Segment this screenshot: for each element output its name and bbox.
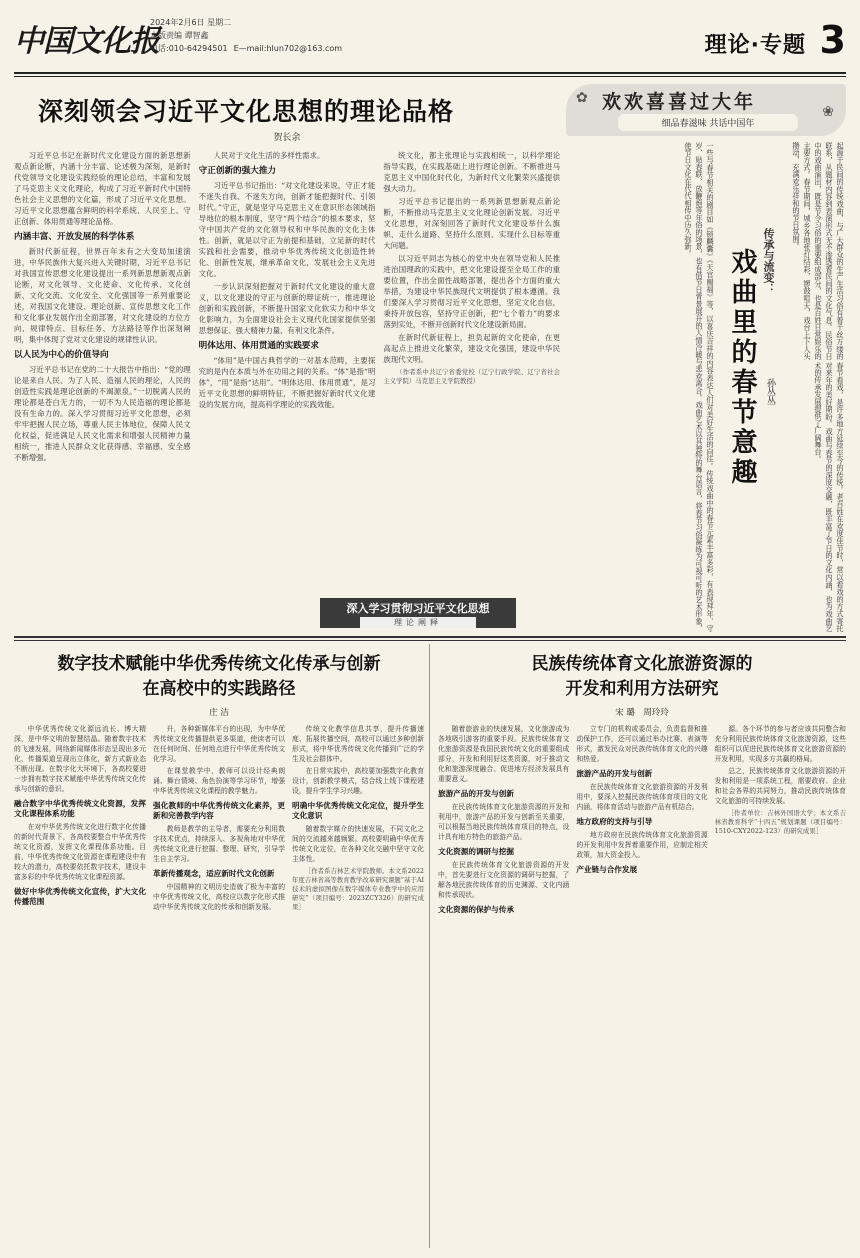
festival-banner	[566, 84, 846, 136]
paragraph: 教师是教学的主导者，需要充分利用数字技术优点，持续深入、多视角地对中华优秀传统文化进行挖掘、整理、研究，引导学生自主学习。	[153, 825, 285, 863]
subheading: 文化资源的保护与传承	[438, 905, 514, 914]
paragraph: 随着数字媒介的快速发展，不同文化之间的交流越来越频繁。高校要明确中华优秀传统文化定位，在各种文化交融中坚守文化主体性。	[292, 825, 424, 863]
article-column-2	[153, 724, 285, 1244]
ethnic-sports-headline[interactable]	[438, 652, 846, 702]
section-rule-thin	[14, 640, 846, 641]
paragraph: 在课堂教学中，教师可以设计经典朗诵、舞台情境、角色扮演等学习环节，增强中华优秀传统文化课程的教学魅力。	[153, 767, 285, 795]
subheading: 融合数字中华优秀传统文化资源，发挥文化课程体系功能	[14, 799, 146, 818]
paragraph: 人民对于文化生活的多样性需求。	[213, 151, 325, 160]
author-note: ［作者系吉林艺术学院教师。本文系2022年度吉林省高等教育教学改革研究课题“基于AI技术的虚拟图像在数字媒体专业教学中的应用研究”（项目编号：2023ZCY326）的研究成果］	[292, 867, 424, 911]
feature-headline[interactable]: 戏曲里的春节意趣	[727, 248, 757, 488]
subheading: 内涵丰富、开放发展的科学体系	[14, 232, 135, 242]
page-number: 3	[819, 18, 846, 62]
ethnic-sports-author: 宋 璐 周玲玲	[615, 708, 669, 718]
subheading: 革新传播观念，适应新时代文化创新	[153, 869, 275, 878]
paragraph: 中国精神的文明历史造就了极为丰富的中华优秀传统文化，高校应以数字化形式推动中华优秀传统文化的传承和创新发展。	[153, 883, 285, 911]
paragraph: 一步认识深刻把握对于新时代文化建设的重大意义，以文化建设的守正与创新的辩证统一，推进理论创新和实践创新，不断提升国家文化软实力和中华文化影响力，为全面建设社会主义现代化国家提供坚强思想保证、强大精神力量、有利文化条件。	[198, 282, 376, 335]
masthead-meta	[150, 16, 348, 55]
subheading: 明体达用、体用贯通的实践要求	[198, 341, 319, 351]
feature-text-bottom: 春节看戏，是许多地方延续至今的传统。老百姓在欢度佳节时，常以看戏的方式寄托对来年的美好期盼。戏曲与春节的深度交融，既丰富了节日的文化内涵，也为戏曲艺术的传承发展提供了广阔舞台。	[814, 362, 845, 632]
digital-tech-columns	[14, 724, 424, 1244]
article-column-1	[14, 150, 191, 628]
flower-ornament-icon: ✿	[576, 90, 588, 106]
subheading: 地方政府的支持与引导	[576, 817, 653, 826]
digital-tech-headline[interactable]	[14, 652, 424, 702]
paragraph: 习近平总书记指出：“对文化建设来说，守正才能不迷失自我、不迷失方向，创新才能把握时代、引领时代。”守正，就是坚守马克思主义在意识形态领域指导地位的根本制度，坚守“两个结合”的根本要求，坚守中国共产党的文化领导权和中华民族的文化主体性。创新，就是以守正为前提和基础，立足新的时代实践和社会需要，推动中华优秀传统文化创造性转化、创新性发展，继承革命文化，发展社会主义先进文化。	[198, 181, 376, 278]
digital-tech-author: 庄 洁	[209, 708, 229, 718]
subheading: 明确中华优秀传统文化定位，提升学生文化意识	[292, 801, 424, 820]
paragraph: 新时代新征程，世界百年未有之大变局加速演进，中华民族伟大复兴进入关键时期，习近平总书记对我国宣传思想文化建设提出一系列新思想新观点新论断，对文化领导、文化使命、文化传承、文化创新、文化交流、文化安全、文化强国等一系列重要论述，对我国文化建设、理论创新、宣传思想文化工作和文化事业发展作出全面部署，对文化建设的方位方向、规律特点、目标任务、方法路径等作出深刻阐明，集中体现了党对文化建设的规律性认识。	[14, 247, 191, 344]
ethnic-sports-article	[438, 646, 846, 1246]
paragraph: 升，各种新媒体平台的出现，为中华优秀传统文化传播提供更多渠道，使读者可以在任何时间、任何地点进行中华优秀传统文化学习。	[153, 725, 285, 763]
series-tag	[320, 598, 516, 628]
subheading: 以人民为中心的价值导向	[14, 350, 109, 360]
paragraph: 在民族传统体育文化旅游资源的开发中，首先要进行文化资源的调研与挖掘，了解各地民族传统体育的历史渊源、文化内涵和传承现状。	[438, 861, 570, 899]
feature-author: 孙丛丛	[765, 378, 775, 405]
paragraph: 地方政府在民族传统体育文化旅游资源的开发利用中发挥着重要作用，应制定相关政策，加大资金投入。	[576, 831, 708, 859]
author-note: ［作者单位：吉林外国语大学；本文系吉林省教育科学“十四五”规划课题（项目编号：1510-CXY2022-123）的研究成果］	[714, 809, 846, 835]
banner-subtitle: 细品春滋味 共话中国年	[618, 114, 798, 131]
paragraph: “体用”是中国古典哲学的一对基本范畴，主要探究的是内在本质与外在功用之间的关系。“体”是指“明体”，“用”是指“达用”。“明体达用、体用贯通”，是习近平文化思想的鲜明特征，不断把握好新时代文化建设的发展方向，提高科学理论的实践效能。	[198, 356, 376, 409]
paragraph: 习近平总书记在党的二十大报告中指出：“党的理论是来自人民、为了人民、造福人民的理论，人民的创造性实践是理论创新的不竭源泉。”一切脱离人民的理论都是苍白无力的，一切不为人民造福的理论都是没有生命力的。深入学习贯彻习近平文化思想，必须牢牢把握人民立场，尊重人民主体地位，保障人民文化权益，促进满足人民文化需求和增强人民精神力量相统一，推进人民群众文化获得感、幸福感、安全感不断增强。	[14, 365, 191, 462]
article-column-3	[715, 724, 846, 1244]
feature-kicker: 传承与流变：	[762, 228, 775, 294]
article-column-2	[576, 724, 707, 1244]
issue-date: 2024年2月6日 星期二	[150, 18, 232, 27]
feature-text-left: 一些与春节相关的剧目如《锁麟囊》《天官赐福》等，以喜庆吉祥的内容表达人们对美好生活的向往。传统戏曲中的春节元素丰富多彩，有表现拜年、守岁、贴春联、放鞭炮等年俗的场景，也有借节日背景展开的人情冷暖与悲欢离合。戏曲艺术以其独特的舞台语言，将春节习俗凝练为可视可听的艺术形象，使节日文化在代代相传中历久弥新。	[684, 142, 715, 632]
section-rule	[14, 636, 846, 638]
subheading: 做好中华优秀传统文化宣传，扩大文化传播范围	[14, 887, 146, 906]
newspaper-logo: 中国文化报	[14, 24, 159, 59]
author-note: （作者系中共辽宁省委党校（辽宁行政学院、辽宁省社会主义学院）马克思主义学院教授）	[383, 368, 561, 385]
subheading: 产业链与合作发展	[576, 865, 638, 874]
page-editor: 本版责编 谭智鑫	[150, 31, 209, 40]
article-column-1	[438, 724, 569, 1244]
paragraph: 在对中华优秀传统文化进行数字化传播的新时代背景下，各高校要整合中华优秀传统文化资源，发挥文化课程体系功能。目前，中华优秀传统文化资源在课程建设中有较大的潜力，高校要依托数字技术，建设丰富多彩的中华优秀传统文化课程资源。	[14, 823, 146, 881]
article-column-1	[14, 724, 146, 1244]
series-subtitle: 理论阐释	[360, 617, 476, 628]
masthead-rule	[14, 72, 846, 74]
article-author: 贺长余	[273, 133, 301, 143]
article-column-3	[292, 724, 424, 1244]
paragraph: 在新时代新征程上，担负起新的文化使命，在更高起点上推进文化繁荣，建设文化强国，建设中华民族现代文明。	[383, 333, 561, 364]
paragraph: 传统文化教学信息共享，提升传播速度、拓展传播空间，高校可以通过多种创新形式，将中华优秀传统文化传播到广泛的学生及社会群体中。	[292, 725, 424, 763]
subheading: 旅游产品的开发与创新	[576, 769, 653, 778]
masthead-rule-thin	[14, 76, 846, 77]
top-article	[14, 84, 560, 632]
paragraph: 统文化，都主张理论与实践相统一，以科学理论指导实践，在实践基础上进行理论创新。不断推进马克思主义中国化时代化，为新时代文化繁荣兴盛提供强大动力。	[383, 151, 561, 193]
headline-line-2: 在高校中的实践路径	[142, 679, 296, 699]
article-column-3	[383, 150, 560, 628]
paragraph: 以习近平同志为核心的党中央在领导党和人民推进治国理政的实践中，把文化建设提至全局工作的重要位置，作出全面性战略部署，提出各个方面的重大举措，为建设中华民族现代文明提供了根本遵循。我们要深入学习贯彻习近平文化思想，坚定文化自信，秉持开放包容，坚持守正创新，把“七个着力”的要求落到实处，不断开创新时代文化建设新局面。	[383, 254, 561, 329]
editor-phone: 电话:010-64294501	[150, 44, 228, 53]
paragraph: 中华优秀传统文化源远流长、博大精深，是中华文明的智慧结晶。随着数字技术的飞速发展，网络新闻媒体形态呈现出多元化，传播渠道呈现出立体化，新方式新业态不断出现。在数字化大环境下，各高校要进一步拥有数字技术赋能中华优秀传统文化传承与创新的意识。	[14, 725, 146, 793]
subheading: 守正创新的强大推力	[198, 166, 277, 176]
headline-line-1: 数字技术赋能中华优秀传统文化传承与创新	[57, 654, 381, 674]
editor-email: E—mail:hlun702@163.com	[233, 44, 343, 53]
headline-line-2: 开发和利用方法研究	[565, 679, 719, 699]
paragraph: 立专门的机构或委员会，负责监督和推动保护工作，还可以通过举办比赛、表演等形式，激发民众对民族传统体育文化的兴趣和热爱。	[576, 725, 708, 763]
paragraph: 在民族传统体育文化旅游资源的开发利用中，要深入挖掘民族传统体育项目的文化内涵，将体育活动与旅游产品有机结合。	[576, 783, 708, 811]
paragraph: 随着旅游业的快速发展，文化旅游成为各地吸引游客的重要手段。民族传统体育文化旅游资源是我国民族传统文化的重要组成部分，开发和利用好这类资源，对于推动文化和旅游深度融合、促进地方经济发展具有重要意义。	[438, 725, 570, 783]
cloud-ornament-icon: ❀	[822, 104, 834, 120]
ethnic-sports-columns	[438, 724, 846, 1244]
article-column-2	[199, 150, 376, 628]
article-headline[interactable]: 深刻领会习近平文化思想的理论品格	[38, 97, 455, 126]
headline-line-1: 民族传统体育文化旅游资源的	[531, 654, 753, 674]
paragraph: 习近平总书记在新时代文化建设方面的新思想新观点新论断，内涵十分丰富、论述极为深刻，是新时代党领导文化建设实践经验的理论总结，丰富和发展了马克思主义文化理论，构成了习近平新时代中国特色社会主义思想的文化篇，形成了习近平文化思想。习近平文化思想蕴含鲜明的科学系统、人民至上、守正创新、体用贯通等理论品格。	[14, 151, 191, 226]
digital-tech-article	[14, 646, 424, 1246]
paragraph: 总之，民族传统体育文化旅游资源的开发和利用是一项系统工程，需要政府、企业和社会各界的共同努力，推动民族传统体育文化旅游的可持续发展。	[714, 767, 846, 805]
paragraph: 习近平总书记提出的一系列新思想新观点新论断，不断推动马克思主义文化理论创新发展。习近平文化思想，对深刻回答了新时代文化建设举什么旗帜、走什么道路、坚持什么原则、实现什么目标等重大问题。	[383, 197, 561, 250]
article-columns	[14, 150, 560, 628]
feature-text-right: 起源于民间的传统戏曲，与广大群众的生产生活习俗有着千丝万缕的联系，从题材内容到表演形式无不渗透着民间的文化气息。民俗节日中的戏曲演出，既是节令习俗的重要组成部分，也是百姓日常娱乐的主要方式。春节期间，城乡各地张灯结彩，锣鼓喧天，戏台上下人头攒动，充满欢乐祥和的节日氛围。	[792, 142, 845, 360]
column-divider	[429, 644, 430, 1248]
subheading: 强化教师的中华优秀传统文化素养，更新和完善教学内容	[153, 801, 285, 820]
masthead	[14, 12, 846, 72]
subheading: 旅游产品的开发与创新	[438, 789, 514, 798]
subheading: 文化资源的调研与挖掘	[438, 847, 514, 856]
series-title: 深入学习贯彻习近平文化思想	[346, 602, 490, 615]
paragraph: 源。各个环节的参与者应该共同整合和充分利用民族传统体育文化旅游资源，这些组织可以促进民族传统体育文化旅游资源的开发利用，实现多方共赢的格局。	[714, 725, 846, 763]
section-title: 理论·专题	[704, 33, 806, 58]
feature-article	[566, 142, 846, 632]
paragraph: 在日常实践中，高校要加强数字化教育设计，创新教学模式，结合线上线下课程建设，提升学生学习兴趣。	[292, 767, 424, 795]
banner-title: 欢欢喜喜过大年	[602, 91, 757, 113]
paragraph: 在民族传统体育文化旅游资源的开发和利用中，旅游产品的开发与创新至关重要，可以根据当地民族传统体育项目的特点，设计具有地方特色的旅游产品。	[438, 803, 570, 841]
